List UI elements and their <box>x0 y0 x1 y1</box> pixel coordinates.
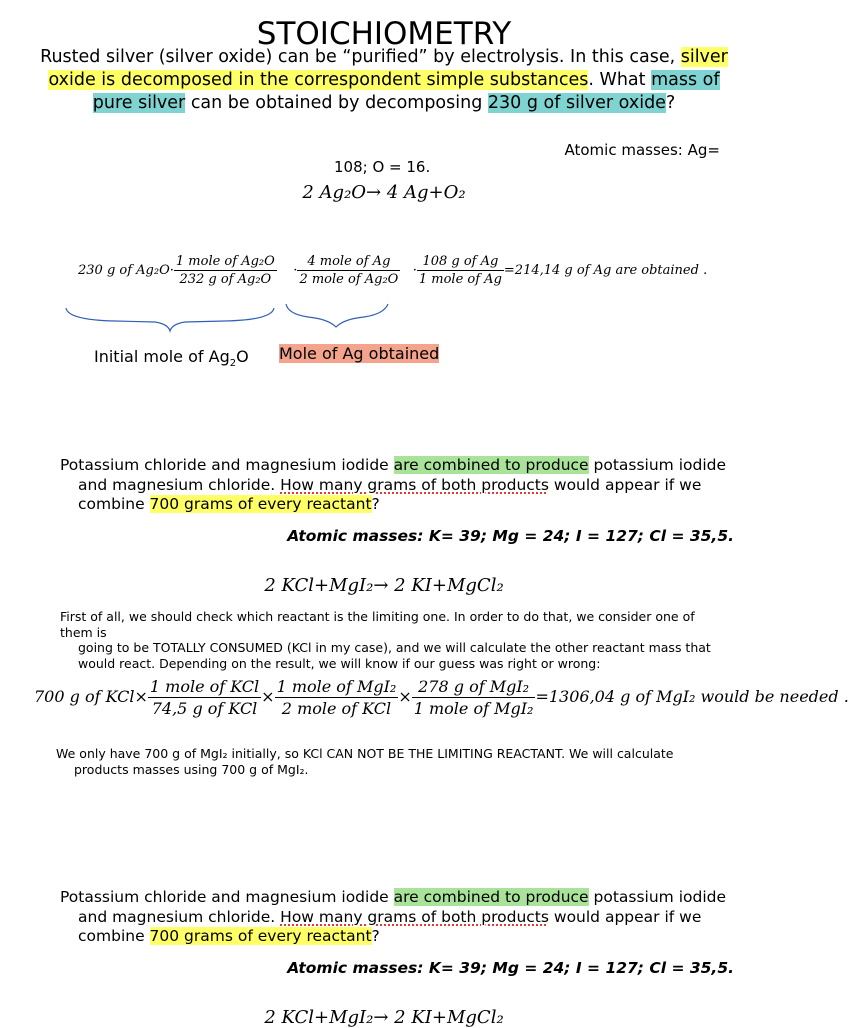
label-mole-obtained: Mole of Ag obtained <box>279 344 440 363</box>
highlight-decomposed: silver oxide is decomposed in the correspondent simple substances <box>48 47 728 90</box>
highlight-230g: 230 g of silver oxide <box>487 93 666 113</box>
reaction-2: 2 KCl+MgI₂→ 2 KI+MgCl₂ <box>264 575 504 596</box>
problem2-statement: Potassium chloride and magnesium iodide are combined to produce potassium iodide and magnesium chloride. How many grams of both products would appear if we combine 700 grams of every reactant? <box>60 456 727 513</box>
explanation: First of all, we should check which reactant is the limiting one. In order to do that, we consider one of them is going to be TOTALLY CONSUMED (KCl in my case), and we will calculate the other reactant mass that would react. Depending on the result, we will know if our guess was right or wrong: <box>60 609 711 671</box>
highlight-mass-silver: mass of pure silver <box>92 70 720 113</box>
label-initial-mole: Initial mole of $Ag_2O$ <box>94 347 249 370</box>
page-title: STOICHIOMETRY <box>256 16 512 52</box>
atomic-masses-1: Atomic masses: Ag= <box>564 141 720 159</box>
brace-obtained-icon <box>286 304 388 327</box>
limiting-note: We only have 700 g of MgI₂ initially, so KCl CAN NOT BE THE LIMITING REACTANT. We will calculate products masses using 700 g of MgI₂. <box>56 746 674 777</box>
atomic-masses-2-repeat: Atomic masses: K= 39; Mg = 24; I = 127; Cl = 35,5. <box>287 959 734 977</box>
brace-lines <box>60 300 400 336</box>
atomic-masses-1-cont: 108; O = 16. <box>334 158 431 176</box>
brace-initial-icon <box>66 308 274 331</box>
problem2-statement-repeat: Potassium chloride and magnesium iodide are combined to produce potassium iodide and magnesium chloride. How many grams of both products would appear if we combine 700 grams of every reactant? <box>60 888 727 945</box>
atomic-masses-2: Atomic masses: K= 39; Mg = 24; I = 127; Cl = 35,5. <box>287 527 734 545</box>
calc-1: 230 g of Ag₂O· $\frac{\text{1 mole of Ag₂O}}{\text{232 g of Ag₂O}}$ · $\frac{\text{4 mole of Ag}}{\text{2 mole of Ag₂O}}$ · $\frac{\text{108 g of Ag}}{\text{1 mole of Ag}}$ =214,14 g of Ag are obtained . <box>78 254 708 287</box>
reaction-1: 2 Ag₂O→ 4 Ag+O₂ <box>302 182 466 203</box>
reaction-2-repeat: 2 KCl+MgI₂→ 2 KI+MgCl₂ <box>264 1007 504 1028</box>
calc-2: 700 g of KCl× $\frac{\text{1 mole of KCl}}{\text{74,5 g of KCl}}$ × $\frac{\text{1 mole of MgI₂}}{\text{2 mole of KCl}}$ × $\frac{\text{278 g of MgI₂}}{\text{1 mole of MgI₂}}$ =1306,04 g of MgI₂ would be needed . <box>34 677 849 718</box>
problem1-statement: Rusted silver (silver oxide) can be “purified” by electrolysis. In this case, silver oxide is decomposed in the correspondent simple substances. What mass of pure silver can be obtained by decomposing 230 g of silver oxide? <box>40 47 728 113</box>
